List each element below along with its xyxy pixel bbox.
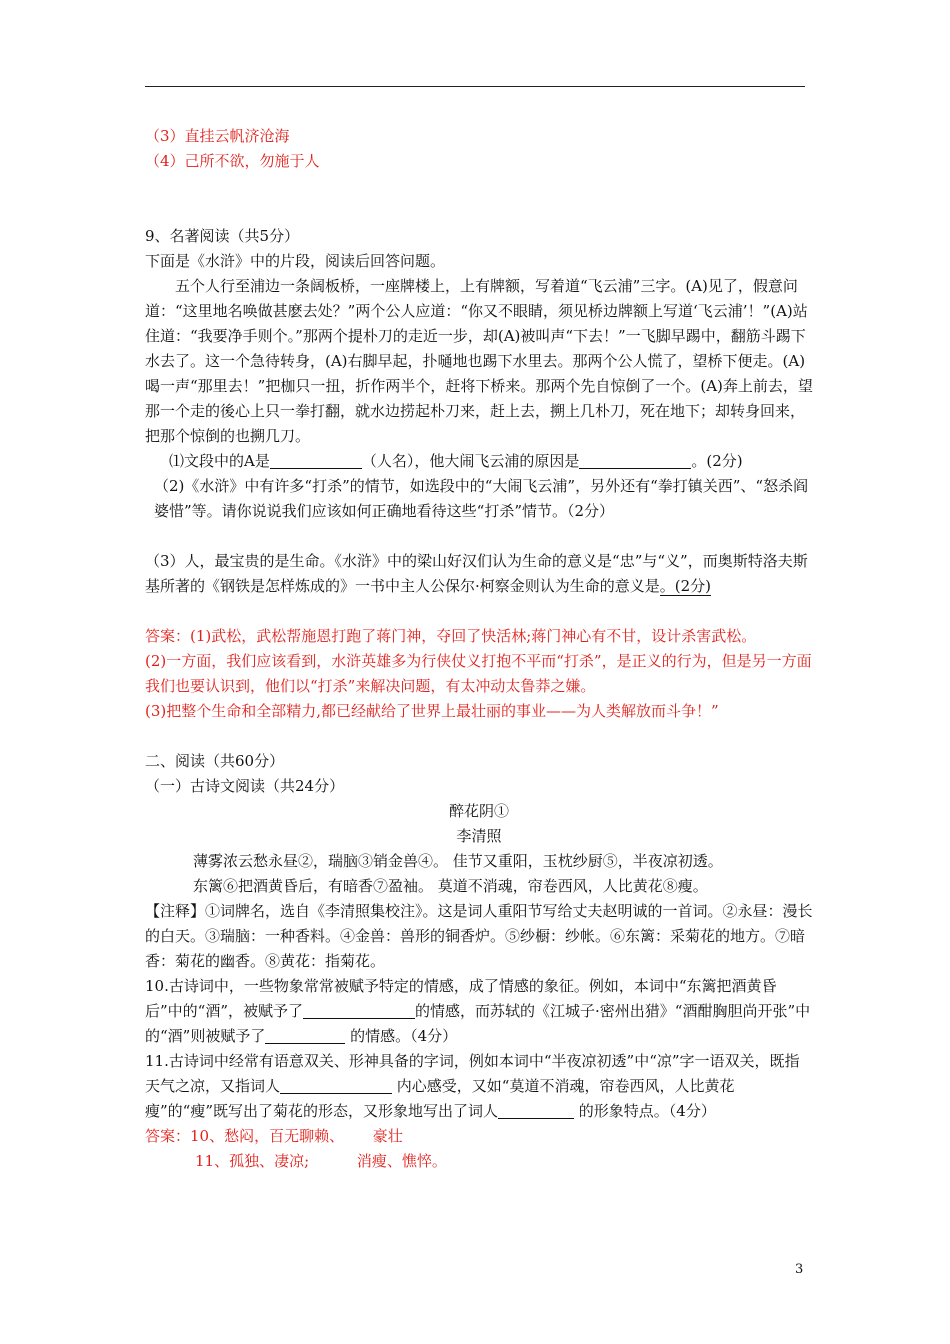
q9-intro: 下面是《水浒》中的片段，阅读后回答问题。 (145, 252, 446, 270)
q9-answer-2: (2)一方面，我们应该看到，水浒英雄多为行侠仗义打抱不平而“打杀”，是正义的行为，但是另一方面我们也要认识到，他们以“打杀”来解决问题，有太冲动太鲁莽之嫌。 (145, 652, 812, 695)
q9-sub3-text: （3）人，最宝贵的是生命。《水浒》中的梁山好汉们认为生命的意义是“忠”与“义”，而奥斯特洛夫斯基所著的《钢铁是怎样炼成的》一书中主人公保尔·柯察金则认为生命的意义是 (145, 552, 808, 595)
page-number: 3 (795, 1262, 804, 1277)
q10-blank-1[interactable] (303, 1000, 415, 1019)
q9-sub1-blank-name[interactable] (270, 450, 362, 469)
poem-line-2: 东篱⑥把酒黄昏后，有暗香⑦盈袖。 莫道不消魂，帘卷西风，人比黄花⑧瘦。 (193, 877, 708, 895)
q9-sub3 (145, 549, 813, 599)
answers-10-11-line-2: 11、孤独、凄凉; 消瘦、憔悴。 (195, 1152, 447, 1170)
q11 (145, 1049, 813, 1124)
poem-title: 醉花阴① (448, 802, 509, 820)
header-rule (145, 86, 805, 87)
q9-sub1-prefix: ⑴文段中的A是 (169, 452, 270, 470)
q10 (145, 974, 813, 1049)
answer-line-3: （3）直挂云帆济沧海 (145, 127, 290, 145)
poem-author: 李清照 (456, 827, 502, 845)
q11-text-b: 内心感受，又如“莫道不消魂，帘卷西风，人比黄花瘦”的“瘦”既写出了菊花的形态，又形象地写出了词人 (145, 1077, 735, 1120)
q9-sub1-blank-reason[interactable] (579, 450, 691, 469)
section2-subtitle: （一）古诗文阅读（共24分） (145, 777, 345, 795)
q9-answer-1: 答案：(1)武松，武松帮施恩打跑了蒋门神，夺回了快活林;蒋门神心有不甘，设计杀害武松。 (145, 627, 757, 645)
q9-passage: 五个人行至浦边一条阔板桥，一座牌楼上，上有牌额，写着道“飞云浦”三字。(A)见了，假意问道：“这里地名唤做甚麽去处？”两个公人应道：“你又不眼睛，须见桥边牌额上写道‘飞云浦’！”(A)站住道：“我要净手则个。”那两个提朴刀的走近一步，却(A)被叫声“下去！”一飞脚早踢中，翻筋斗踢下水去了。这一个急待转身，(A)右脚早起，扑嗵地也踢下水里去。那两个公人慌了，望桥下便走。(A)喝一声“那里去！”把枷只一扭，折作两半个，赶将下桥来。那两个先自惊倒了一个。(A)奔上前去，望那一个走的後心上只一拳打翻，就水边捞起朴刀来，赶上去，搠上几朴刀，死在地下；却转身回来，把那个惊倒的也搠几刀。 (145, 277, 813, 445)
q11-text-a: 11.古诗词中经常有语意双关、形神具备的字词，例如本词中“半夜凉初透”中“凉”字一语双关，既指天气之凉，又指词人 (145, 1052, 800, 1095)
answer-line-4: （4）己所不欲，勿施于人 (145, 152, 320, 170)
q9-sub1-middle: （人名），他大闹飞云浦的原因是 (361, 452, 580, 470)
poem-line-1: 薄雾浓云愁永昼②，瑞脑③销金兽④。 佳节又重阳，玉枕纱厨⑤，半夜凉初透。 (193, 852, 723, 870)
q9-sub1 (145, 449, 813, 474)
q10-text-a: 10.古诗词中，一些物象常常被赋予特定的情感，成了情感的象征。例如，本词中“东篱把酒黄昏后”中的“酒”，被赋予了 (145, 977, 777, 1020)
answers-10-11-line-1: 答案：10、愁闷，百无聊赖、 豪壮 (145, 1127, 403, 1145)
poem-notes (145, 899, 813, 974)
q11-text-c: 的形象特点。（4分） (574, 1102, 716, 1120)
q11-blank-2[interactable] (498, 1100, 574, 1119)
section2-title: 二、阅读（共60分） (145, 752, 285, 770)
q11-blank-1[interactable] (280, 1075, 392, 1094)
q9-title: 9、名著阅读（共5分） (145, 227, 300, 245)
q9-sub2: （2)《水浒》中有许多“打杀”的情节，如选段中的“大闹飞云浦”，另外还有“拳打镇关西”、“怒杀阎婆惜”等。请你说说我们应该如何正确地看待这些“打杀”情节。（2分） (154, 477, 809, 520)
poem-notes-text: ①词牌名，选自《李清照集校注》。这是词人重阳节写给丈夫赵明诚的一首词。②永昼：漫长的白天。③瑞脑：一种香料。④金兽：兽形的铜香炉。⑤纱橱：纱帐。⑥东篱：采菊花的地方。⑦暗香：菊花的幽香。⑧黄花：指菊花。 (145, 902, 813, 970)
q9-sub1-score: 。(2分) (691, 452, 743, 470)
q10-text-c: 的情感。（4分） (345, 1027, 458, 1045)
q10-text-b: 的情感，而苏轼的《江城子·密州出猎》“酒酣胸胆尚开张”中的“酒”则被赋予了 (145, 1002, 811, 1045)
q9-sub3-score: 。(2分) (659, 577, 712, 595)
poem-notes-label: 【注释】 (145, 902, 206, 920)
q9-answer-3: (3)把整个生命和全部精力,都已经献给了世界上最壮丽的事业——为人类解放而斗争！” (145, 702, 719, 720)
q10-blank-2[interactable] (265, 1025, 345, 1044)
document-page (145, 124, 813, 1174)
